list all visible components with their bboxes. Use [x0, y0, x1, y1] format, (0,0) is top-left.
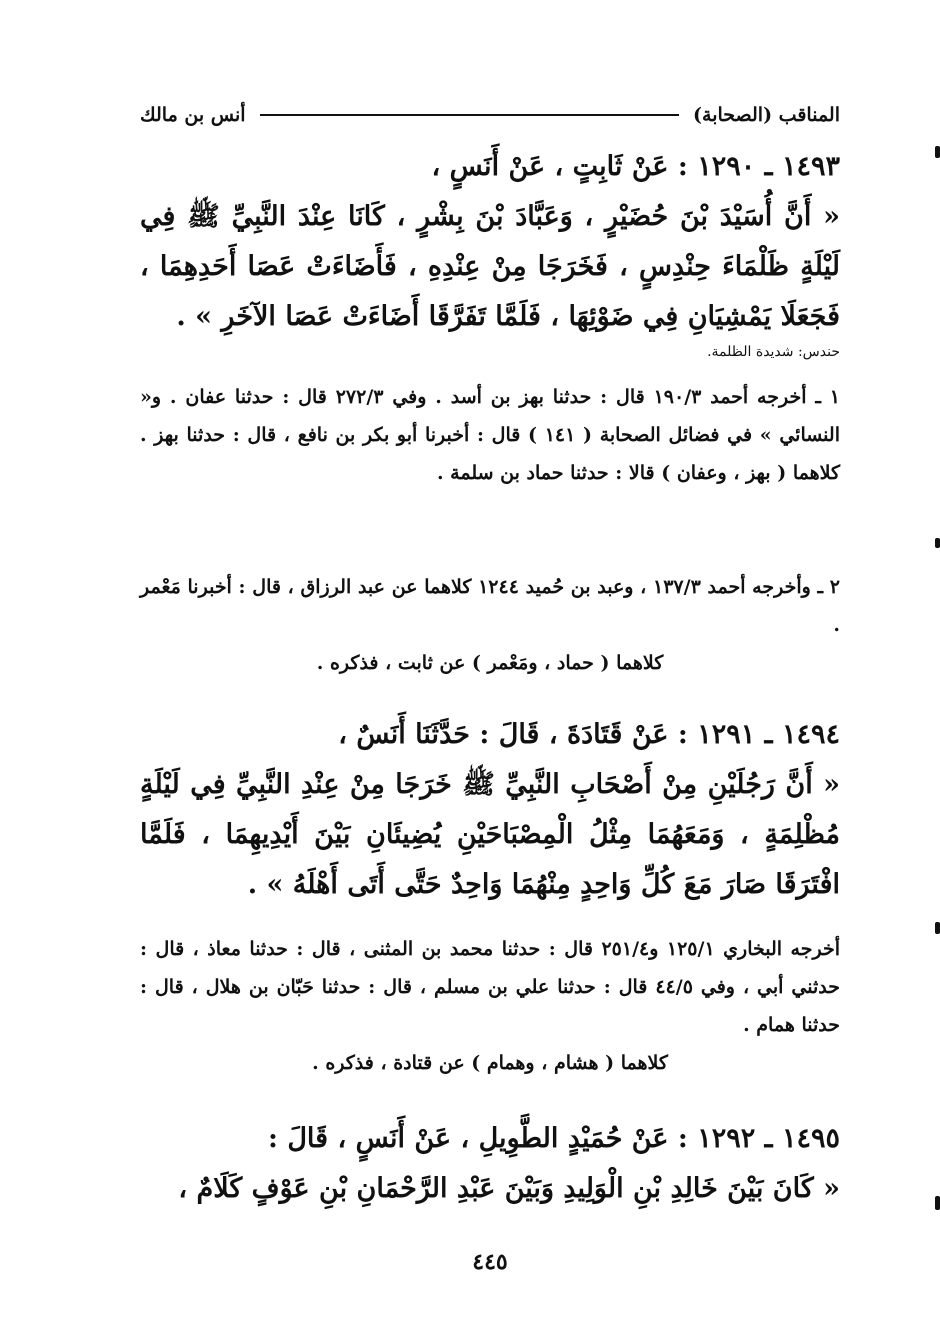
scan-edge-mark	[935, 538, 940, 548]
header-section-title: المناقب (الصحابة)	[693, 104, 840, 126]
hadith-1493-note-3: كلاهما ( حماد ، ومَعْمر ) عن ثابت ، فذكره .	[316, 652, 664, 674]
hadith-1494-note-2: كلاهما ( هشام ، وهمام ) عن قتادة ، فذكره .	[312, 1052, 668, 1074]
hadith-1494	[140, 710, 840, 910]
hadith-1494-text: « أَنَّ رَجُلَيْنِ مِنْ أَصْحَابِ النَّبِيِّ ﷺ خَرَجَا مِنْ عِنْدِ النَّبِيِّ فِي لَيْلَةٍ مُظْلِمَةٍ ، وَمَعَهُمَا مِثْلُ الْمِصْبَاحَيْنِ يُضِيئَانِ بَيْنَ أَيْدِيهِمَا ، فَلَمَّا افْتَرَقَا صَارَ مَعَ كُلِّ وَاحِدٍ مِنْهُمَا وَاحِدٌ حَتَّى أَتَى أَهْلَهُ » .	[140, 769, 840, 900]
header-rule	[260, 114, 679, 116]
hadith-1495-heading: ١٤٩٥ ـ ١٢٩٢ : عَنْ حُمَيْدٍ الطَّوِيلِ ، عَنْ أَنَسٍ ، قَالَ :	[267, 1123, 840, 1154]
header-chapter-title: أنس بن مالك	[140, 104, 246, 126]
hadith-1493-text: « أَنَّ أُسَيْدَ بْنَ حُضَيْرٍ ، وَعَبَّادَ بْنَ بِشْرٍ ، كَانَا عِنْدَ النَّبِيِّ ﷺ فِي لَيْلَةٍ ظَلْمَاءَ حِنْدِسٍ ، فَخَرَجَا مِنْ عِنْدِهِ ، فَأَضَاءَتْ عَصَا أَحَدِهِمَا ، فَجَعَلَا يَمْشِيَانِ فِي ضَوْئِهَا ، فَلَمَّا تَفَرَّقَا أَضَاءَتْ عَصَا الآخَرِ » .	[140, 201, 840, 332]
page-number: ٤٤٥	[472, 1249, 508, 1275]
running-header	[140, 100, 840, 130]
scan-edge-mark	[935, 1196, 940, 1210]
hadith-1493-note-1: ١ ـ أخرجه أحمد ١٩٠/٣ قال : حدثنا بهز بن أسد . وفي ٢٧٢/٣ قال : حدثنا عفان . و« النسائي » في فضائل الصحابة ( ١٤١ ) قال : أخبرنا أبو بكر بن نافع ، قال : حدثنا بهز . كلاهما ( بهز ، وعفان ) قالا : حدثنا حماد بن سلمة .	[140, 386, 840, 484]
hadith-1493-notes	[140, 378, 840, 492]
hadith-1493-heading: ١٤٩٣ ـ ١٢٩٠ : عَنْ ثَابِتٍ ، عَنْ أَنَسٍ ،	[431, 151, 840, 182]
book-page	[140, 96, 840, 1296]
hadith-1493	[140, 142, 840, 342]
hadith-1495	[140, 1114, 840, 1214]
hadith-1493-gloss: حندس: شديدة الظلمة.	[707, 344, 840, 360]
hadith-1494-notes	[140, 930, 840, 1082]
hadith-1494-note-1: أخرجه البخاري ١٢٥/١ و٢٥١/٤ قال : حدثنا محمد بن المثنى ، قال : حدثنا معاذ ، قال : حدثني أبي ، وفي ٤٤/٥ قال : حدثنا علي بن مسلم ، قال : حدثنا حَبّان بن هلال ، قال : حدثنا همام .	[140, 938, 840, 1036]
hadith-1493-note-2: ٢ ـ وأخرجه أحمد ١٣٧/٣ ، وعبد بن حُميد ١٢٤٤ كلاهما عن عبد الرزاق ، قال : أخبرنا مَعْمر .	[140, 576, 840, 636]
scan-edge-mark	[935, 922, 940, 934]
hadith-1495-text: « كَانَ بَيْنَ خَالِدِ بْنِ الْوَلِيدِ وَبَيْنَ عَبْدِ الرَّحْمَانِ بْنِ عَوْفٍ كَلَامٌ ،	[178, 1173, 840, 1204]
scan-edge-mark	[935, 146, 940, 158]
hadith-1494-heading: ١٤٩٤ ـ ١٢٩١ : عَنْ قَتَادَةَ ، قَالَ : حَدَّثَنَا أَنَسٌ ،	[338, 719, 840, 750]
hadith-1493-notes-2	[140, 568, 840, 682]
